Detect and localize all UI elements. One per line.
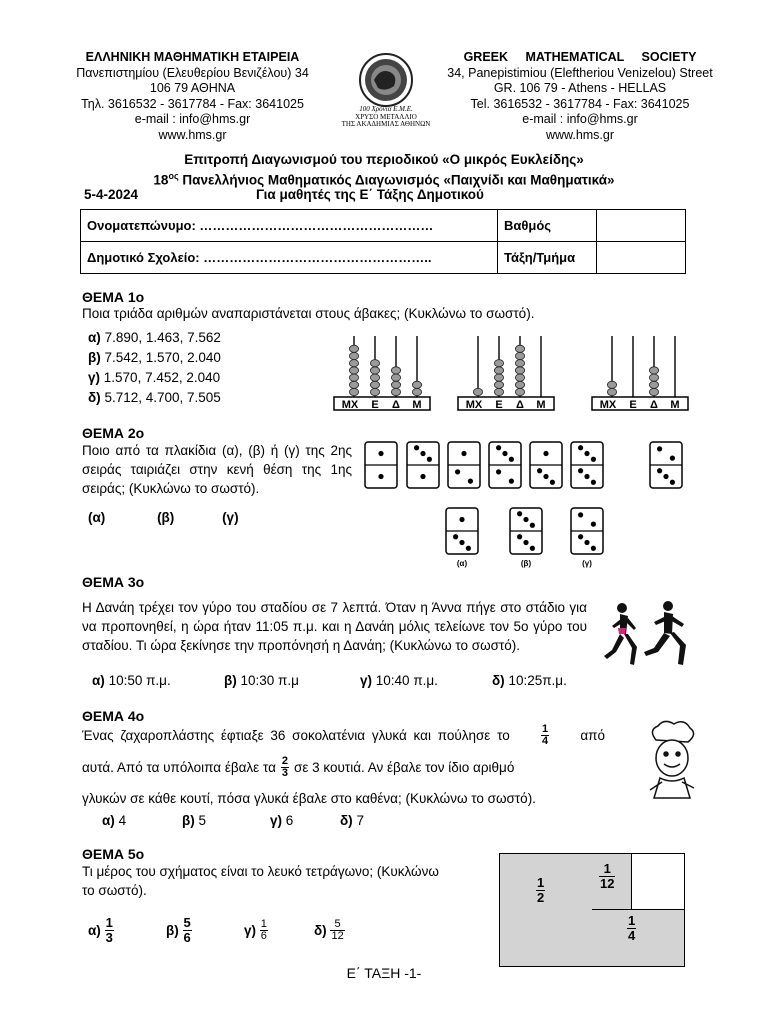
domino-tile bbox=[407, 442, 439, 488]
abacus-bead bbox=[494, 388, 503, 395]
domino-pip bbox=[459, 517, 464, 522]
domino-tile bbox=[448, 442, 480, 488]
q1-abaci bbox=[330, 334, 690, 414]
q3-option-c[interactable]: γ) 10:40 π.μ. bbox=[360, 673, 438, 688]
q4-line1: Ένας ζαχαροπλάστης έφτιαξε 36 σοκολατένια γλυκά και πούλησε το $\frac{1}{4}$ από bbox=[82, 723, 605, 747]
seal-caption-3: ΤΗΣ ΑΚΑΔΗΜΙΑΣ ΑΘΗΝΩΝ bbox=[341, 120, 431, 128]
q4-line3: γλυκών σε κάθε κουτί, πόσα γλυκά έβαλε στο καθένα; (Κυκλώνω το σωστό). bbox=[82, 791, 536, 806]
domino-pip bbox=[420, 451, 425, 456]
chef-icon bbox=[642, 718, 702, 800]
abacus-bead bbox=[370, 381, 379, 388]
seal-caption-2: ΧΡΥΣΟ ΜΕΤΑΛΛΙΟ bbox=[355, 112, 417, 121]
tiles-svg bbox=[360, 440, 690, 580]
q4-option-c[interactable]: γ) 6 bbox=[270, 813, 294, 828]
abacus-bead bbox=[649, 374, 658, 381]
domino-pip bbox=[468, 479, 473, 484]
answer-tile-label: (α) bbox=[456, 559, 468, 568]
domino-pip bbox=[427, 457, 432, 462]
domino-pip bbox=[378, 474, 383, 479]
domino-pip bbox=[517, 511, 522, 516]
abacus-bead bbox=[494, 367, 503, 374]
abacus-bead bbox=[370, 388, 379, 395]
q4-line2: αυτά. Από τα υπόλοιπα έβαλε τα $\frac{2}{3}$ σε 3 κουτιά. Αν έβαλε τον ίδιο αριθμό bbox=[82, 755, 515, 779]
abacus-label: Ε bbox=[371, 399, 379, 411]
domino-tile bbox=[489, 442, 521, 488]
q1-option-c[interactable]: γ) 1.570, 7.452, 2.040 bbox=[88, 370, 221, 385]
abacus-bead bbox=[349, 367, 358, 374]
shape-half bbox=[500, 854, 593, 966]
abacus-bead bbox=[349, 352, 358, 359]
domino-pip bbox=[378, 451, 383, 456]
abacus-label: ΜΧ bbox=[341, 399, 359, 411]
q4-option-d[interactable]: δ) 7 bbox=[340, 813, 364, 828]
domino-pip bbox=[543, 474, 548, 479]
grade-label: Βαθμός bbox=[498, 210, 597, 242]
abacus-bead bbox=[515, 360, 524, 367]
committee-title: Επιτροπή Διαγωνισμού του περιοδικού «Ο μικρός Ευκλείδης» bbox=[184, 152, 584, 167]
email-line: e-mail : info@hms.gr bbox=[134, 112, 251, 126]
abacus-label: ΜΧ bbox=[599, 399, 617, 411]
shape-white-square bbox=[632, 854, 684, 910]
domino-pip bbox=[584, 540, 589, 545]
domino-pip bbox=[453, 534, 458, 539]
abacus-bead bbox=[494, 381, 503, 388]
abacus-1 bbox=[334, 336, 430, 411]
domino-pip bbox=[670, 480, 675, 485]
domino-pip bbox=[578, 468, 583, 473]
address-city: 106 79 ΑΘΗΝΑ bbox=[149, 81, 236, 95]
abacus-bead bbox=[370, 374, 379, 381]
q4-fraction-quarter: $\frac{1}{4}$ bbox=[541, 723, 549, 747]
shape-quarter-label: $\frac{1}{4}$ bbox=[628, 913, 636, 943]
abacus-bead bbox=[349, 345, 358, 352]
abacus-bead bbox=[649, 381, 658, 388]
domino-pip bbox=[578, 534, 583, 539]
q5-option-b[interactable]: β) $\frac{5}{6}$ bbox=[166, 915, 191, 945]
email-line-en: e-mail : info@hms.gr bbox=[522, 112, 638, 126]
q5-text: Τι μέρος του σχήματος είναι το λευκό τετράγωνο; (Κυκλώνω το σωστό). bbox=[82, 864, 439, 898]
q5-options bbox=[88, 916, 345, 945]
abacus-bead bbox=[391, 381, 400, 388]
org-name-english: GREEK MATHEMATICAL SOCIETY bbox=[463, 50, 697, 64]
abacus-label: Ε bbox=[629, 399, 637, 411]
school-field[interactable]: Δημοτικό Σχολείο: …………………………………………….. bbox=[81, 242, 498, 274]
q3-option-d[interactable]: δ) 10:25π.μ. bbox=[492, 673, 567, 688]
domino-pip bbox=[550, 480, 555, 485]
grade-field[interactable] bbox=[597, 210, 686, 242]
domino-tile bbox=[365, 442, 397, 488]
abacus-3 bbox=[592, 336, 688, 411]
q4-options bbox=[102, 813, 364, 828]
domino-pip bbox=[466, 546, 471, 551]
q1-option-d[interactable]: δ) 5.712, 4.700, 7.505 bbox=[88, 390, 221, 405]
q2-option-a[interactable]: (α) bbox=[88, 510, 106, 525]
q1-title: ΘΕΜΑ 1ο bbox=[82, 289, 145, 305]
address-line-en: 34, Panepistimiou (Eleftheriou Venizelou) Street bbox=[447, 65, 713, 80]
abacus-bead bbox=[607, 381, 616, 388]
domino-pip bbox=[530, 523, 535, 528]
domino-pip bbox=[414, 445, 419, 450]
abacus-bead bbox=[515, 352, 524, 359]
abacus-bead bbox=[349, 360, 358, 367]
q3-text: Η Δανάη τρέχει τον γύρο του σταδίου σε 7 λεπτά. Όταν η Άννα πήγε στο στάδιο για να προπονηθεί, η ώρα ήταν 11:05 π.μ. και η Δανάη μόλις τελείωνε τον 5ο γύρο του σταδίου. Τι ώρα ξεκίνησε την προπόνησή η Δανάη; (Κυκλώνω το σωστό). bbox=[82, 600, 587, 653]
domino-pip bbox=[543, 451, 548, 456]
abacus-label: Δ bbox=[650, 399, 658, 411]
q4-option-b[interactable]: β) 5 bbox=[182, 813, 207, 828]
web-line-en: www.hms.gr bbox=[545, 127, 615, 142]
q5-shape bbox=[499, 853, 685, 967]
domino-pip bbox=[591, 457, 596, 462]
q4-fraction-two-thirds: $\frac{2}{3}$ bbox=[281, 755, 289, 779]
address-line: Πανεπιστημίου (Ελευθερίου Βενιζέλου) 34 bbox=[76, 65, 309, 80]
abacus-2 bbox=[458, 336, 554, 411]
q3-option-a[interactable]: α) 10:50 π.μ. bbox=[92, 673, 171, 688]
q2-options bbox=[88, 510, 239, 525]
domino-pip bbox=[523, 517, 528, 522]
shape-twelfth-label: $\frac{1}{12}$ bbox=[600, 861, 615, 891]
domino-pip bbox=[509, 479, 514, 484]
answer-tile-label: (γ) bbox=[582, 559, 592, 568]
domino-pip bbox=[455, 469, 460, 474]
domino-pip bbox=[509, 457, 514, 462]
abacus-bead bbox=[494, 360, 503, 367]
domino-pip bbox=[496, 469, 501, 474]
header-left bbox=[55, 50, 330, 143]
domino-pip bbox=[670, 456, 675, 461]
q2-title: ΘΕΜΑ 2ο bbox=[82, 425, 145, 441]
audience-title: Για μαθητές της Ε΄ Τάξης Δημοτικού bbox=[256, 187, 484, 202]
q5-option-c[interactable]: γ) $\frac{1}{6}$ bbox=[244, 918, 267, 942]
domino-pip bbox=[578, 445, 583, 450]
abacus-bead bbox=[515, 345, 524, 352]
q2-tiles bbox=[360, 440, 690, 580]
abacus-bead bbox=[515, 367, 524, 374]
society-seal-icon bbox=[340, 48, 432, 134]
domino-pip bbox=[523, 540, 528, 545]
q1-option-b[interactable]: β) 7.542, 1.570, 2.040 bbox=[88, 350, 221, 365]
domino-pip bbox=[663, 474, 668, 479]
q1-option-a[interactable]: α) 7.890, 1.463, 7.562 bbox=[88, 330, 221, 345]
name-field[interactable]: Ονοματεπώνυμο: ……………………………………………… bbox=[81, 210, 498, 242]
domino-pip bbox=[461, 451, 466, 456]
domino-pip bbox=[517, 534, 522, 539]
domino-pip bbox=[578, 512, 583, 517]
abacus-bead bbox=[473, 388, 482, 395]
abacus-label: ΜΧ bbox=[465, 399, 483, 411]
phone-line: Τηλ. 3616532 - 3617784 - Fax: 3641025 bbox=[81, 96, 304, 111]
domino-pip bbox=[530, 546, 535, 551]
domino-pip bbox=[591, 546, 596, 551]
phone-line-en: Tel. 3616532 - 3617784 - Fax: 3641025 bbox=[470, 96, 690, 111]
q5-option-d[interactable]: δ) $\frac{5}{12}$ bbox=[314, 918, 344, 942]
q5-option-a[interactable]: α) $\frac{1}{3}$ bbox=[88, 915, 113, 945]
abacus-bead bbox=[391, 374, 400, 381]
abacus-bead bbox=[515, 388, 524, 395]
abacus-bead bbox=[649, 367, 658, 374]
abacus-bead bbox=[370, 360, 379, 367]
competition-title: $18^{o\varsigma}$ Πανελλήνιος Μαθηματικός Διαγωνισμός «Παιχνίδι και Μαθηματικά» bbox=[153, 171, 615, 188]
header-right bbox=[440, 50, 720, 143]
abacus-bead bbox=[607, 388, 616, 395]
q2-option-b[interactable]: (β) bbox=[157, 510, 175, 525]
q5-title: ΘΕΜΑ 5ο bbox=[82, 846, 145, 862]
abacus-label: Μ bbox=[412, 399, 422, 411]
domino-pip bbox=[584, 451, 589, 456]
abacus-bead bbox=[515, 381, 524, 388]
student-info-table bbox=[80, 209, 686, 274]
shape-half-label: $\frac{1}{2}$ bbox=[537, 875, 545, 905]
domino-pip bbox=[591, 480, 596, 485]
exam-date: 5-4-2024 bbox=[84, 187, 139, 202]
domino-pip bbox=[496, 445, 501, 450]
domino-pip bbox=[537, 468, 542, 473]
abacus-label: Ε bbox=[495, 399, 503, 411]
q1-options bbox=[88, 328, 221, 408]
domino-tile bbox=[571, 442, 603, 488]
address-city-en: GR. 106 79 - Athens - HELLAS bbox=[493, 81, 667, 95]
domino-pip bbox=[502, 451, 507, 456]
class-label: Τάξη/Τμήμα bbox=[498, 242, 597, 274]
runners-icon bbox=[600, 600, 692, 672]
shape-quarter bbox=[592, 910, 684, 966]
abacus-bead bbox=[391, 388, 400, 395]
domino-pip bbox=[591, 522, 596, 527]
abacus-label: Δ bbox=[392, 399, 400, 411]
domino-pip bbox=[584, 474, 589, 479]
abacus-bead bbox=[391, 367, 400, 374]
seal-caption-1: 100 Χρόνια Ε.Μ.Ε. bbox=[359, 105, 413, 113]
q3-option-b[interactable]: β) 10:30 π.μ bbox=[224, 673, 299, 688]
abacus-bead bbox=[412, 381, 421, 388]
answer-tile bbox=[446, 508, 478, 554]
web-line: www.hms.gr bbox=[158, 127, 227, 142]
abacus-bead bbox=[412, 388, 421, 395]
org-name-greek: ΕΛΛΗΝΙΚΗ ΜΑΘΗΜΑΤΙΚΗ ΕΤΑΙΡΕΙΑ bbox=[85, 50, 300, 64]
q2-text: Ποιο από τα πλακίδια (α), (β) ή (γ) της 2ης σειράς ταιριάζει στην κενή θέση της 1ης σειράς; (Κυκλώνω το σωστό). bbox=[82, 443, 352, 496]
answer-tile bbox=[510, 508, 542, 554]
answer-tile-label: (β) bbox=[520, 559, 532, 568]
domino-pip bbox=[657, 468, 662, 473]
abaci-svg bbox=[330, 334, 690, 414]
abacus-bead bbox=[649, 388, 658, 395]
class-field[interactable] bbox=[597, 242, 686, 274]
abacus-label: Μ bbox=[536, 399, 546, 411]
abacus-bead bbox=[515, 374, 524, 381]
domino-pip bbox=[459, 540, 464, 545]
abacus-label: Δ bbox=[516, 399, 524, 411]
domino-tile bbox=[530, 442, 562, 488]
q3-options bbox=[92, 673, 567, 688]
abacus-bead bbox=[349, 388, 358, 395]
q4-option-a[interactable]: α) 4 bbox=[102, 813, 127, 828]
q1-text: Ποια τριάδα αριθμών αναπαριστάνεται στους άβακες; (Κυκλώνω το σωστό). bbox=[82, 306, 535, 321]
answer-tile bbox=[571, 508, 603, 554]
domino-pip bbox=[657, 446, 662, 451]
abacus-bead bbox=[494, 374, 503, 381]
page-footer: Ε΄ ΤΑΞΗ -1- bbox=[346, 965, 422, 981]
q4-title: ΘΕΜΑ 4ο bbox=[82, 708, 145, 724]
abacus-bead bbox=[349, 374, 358, 381]
q3-title: ΘΕΜΑ 3ο bbox=[82, 574, 145, 590]
domino-pip bbox=[420, 474, 425, 479]
abacus-label: Μ bbox=[670, 399, 680, 411]
abacus-bead bbox=[370, 367, 379, 374]
abacus-bead bbox=[349, 381, 358, 388]
q2-option-c[interactable]: (γ) bbox=[222, 510, 239, 525]
domino-tile bbox=[650, 442, 682, 488]
